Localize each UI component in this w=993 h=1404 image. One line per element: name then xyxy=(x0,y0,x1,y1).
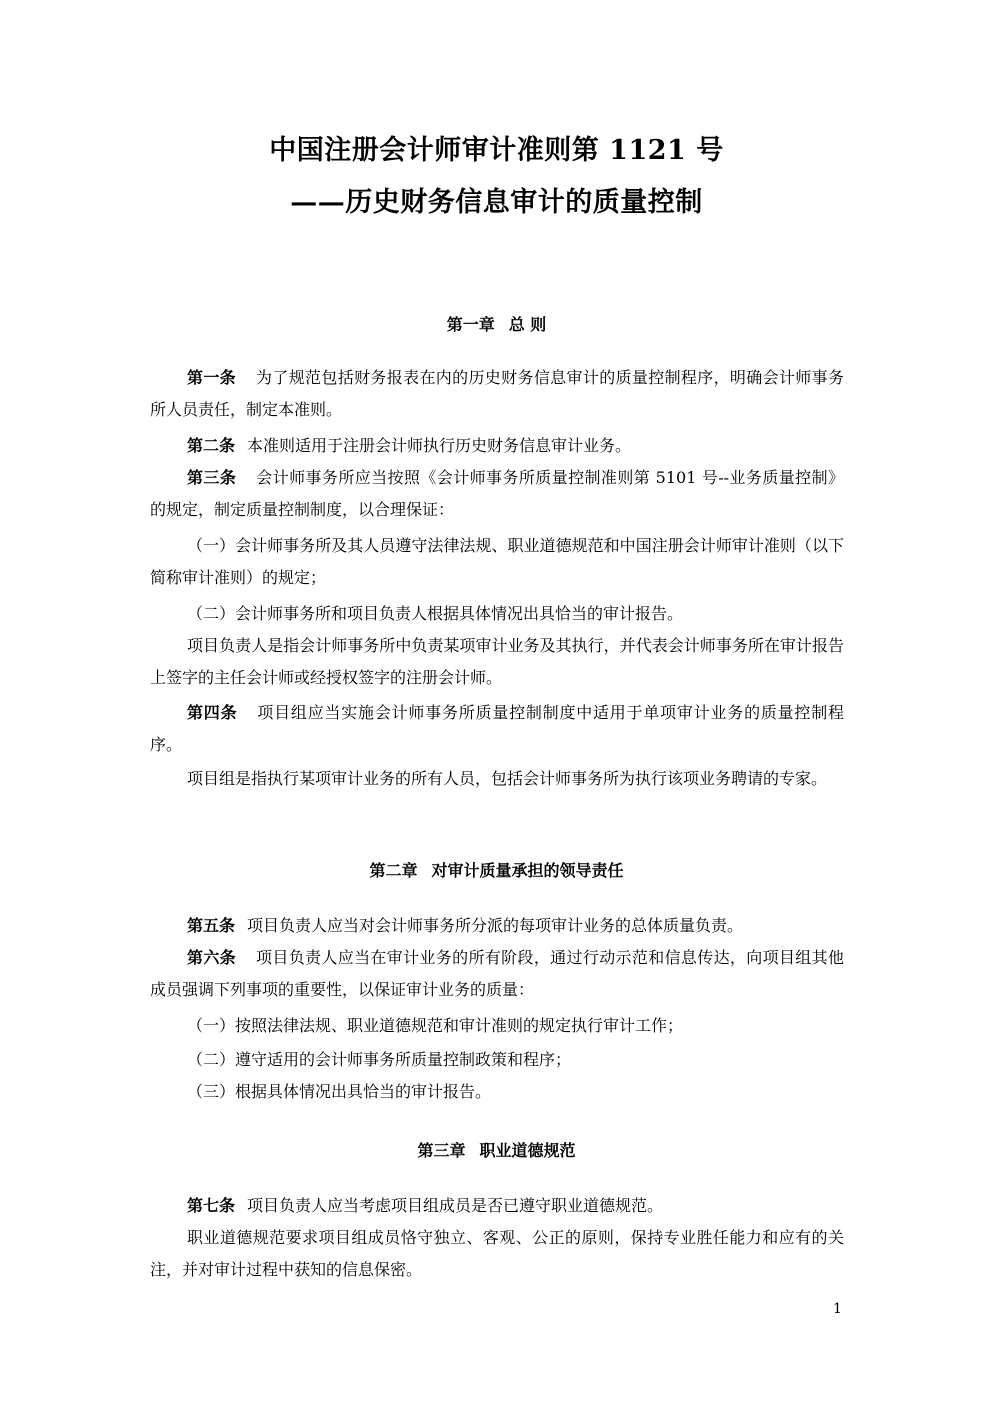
document-subtitle: ——历史财务信息审计的质量控制 xyxy=(290,187,703,218)
article-text: 项目负责人应当在审计业务的所有阶段，通过行动示范和信息传达，向项目组其他成员强调下列事项的重要性，以保证审计业务的质量： xyxy=(150,948,844,999)
paragraph-text: 项目负责人是指会计师事务所中负责某项审计业务及其执行，并代表会计师事务所在审计报告上签字的主任会计师或经授权签字的注册会计师。 xyxy=(150,636,844,687)
list-item-text: （三）根据具体情况出具恰当的审计报告。 xyxy=(187,1082,492,1101)
article-text: 会计师事务所应当按照《会计师事务所质量控制准则第 5101 号--业务质量控制》的规定，制定质量控制制度，以合理保证： xyxy=(150,468,844,519)
page-number: 1 xyxy=(833,1301,842,1317)
article-paragraph xyxy=(150,697,844,761)
article-number: 第七条 xyxy=(187,1196,236,1215)
list-item xyxy=(150,1076,844,1108)
article-number: 第六条 xyxy=(187,948,237,967)
article-paragraph xyxy=(150,430,844,462)
chapter-heading xyxy=(0,312,993,335)
list-item-text: （二）遵守适用的会计师事务所质量控制政策和程序； xyxy=(187,1050,572,1069)
article-number: 第四条 xyxy=(187,703,238,722)
chapter-number: 第一章 xyxy=(446,315,495,334)
article-text: 项目负责人应当考虑项目组成员是否已遵守职业道德规范。 xyxy=(247,1196,664,1215)
article-text: 项目组应当实施会计师事务所质量控制制度中适用于单项审计业务的质量控制程序。 xyxy=(150,703,844,754)
article-number: 第一条 xyxy=(187,368,237,387)
list-item-text: （二）会计师事务所和项目负责人根据具体情况出具恰当的审计报告。 xyxy=(187,604,684,623)
article-number: 第五条 xyxy=(187,916,236,935)
list-item xyxy=(150,530,844,594)
article-paragraph xyxy=(150,942,844,1006)
article-paragraph xyxy=(150,462,844,526)
paragraph-text: 项目组是指执行某项审计业务的所有人员，包括会计师事务所为执行该项业务聘请的专家。 xyxy=(187,769,828,788)
paragraph-text: 职业道德规范要求项目组成员恪守独立、客观、公正的原则，保持专业胜任能力和应有的关注，并对审计过程中获知的信息保密。 xyxy=(150,1228,844,1279)
list-item xyxy=(150,598,844,630)
definition-paragraph xyxy=(150,1222,844,1286)
article-paragraph xyxy=(150,910,844,942)
article-paragraph xyxy=(150,1190,844,1222)
chapter-heading xyxy=(0,858,993,881)
chapter-name: 职业道德规范 xyxy=(479,1141,576,1160)
article-number: 第二条 xyxy=(187,436,236,455)
definition-paragraph xyxy=(150,630,844,694)
chapter-name: 对审计质量承担的领导责任 xyxy=(431,861,624,880)
article-paragraph xyxy=(150,362,844,426)
chapter-number: 第二章 xyxy=(369,861,418,880)
chapter-heading xyxy=(0,1138,993,1161)
article-text: 项目负责人应当对会计师事务所分派的每项审计业务的总体质量负责。 xyxy=(247,916,744,935)
list-item-text: （一）按照法律法规、职业道德规范和审计准则的规定执行审计工作； xyxy=(187,1016,684,1035)
article-text: 为了规范包括财务报表在内的历史财务信息审计的质量控制程序，明确会计师事务所人员责任，制定本准则。 xyxy=(150,368,844,419)
article-text: 本准则适用于注册会计师执行历史财务信息审计业务。 xyxy=(247,436,632,455)
document-title: 中国注册会计师审计准则第 1121 号 xyxy=(269,135,724,166)
list-item xyxy=(150,1010,844,1042)
list-item-text: （一）会计师事务所及其人员遵守法律法规、职业道德规范和中国注册会计师审计准则（以下简称审计准则）的规定； xyxy=(150,536,844,587)
chapter-number: 第三章 xyxy=(417,1141,466,1160)
chapter-name: 总 则 xyxy=(508,315,547,334)
definition-paragraph xyxy=(150,763,844,795)
article-number: 第三条 xyxy=(187,468,237,487)
list-item xyxy=(150,1044,844,1076)
